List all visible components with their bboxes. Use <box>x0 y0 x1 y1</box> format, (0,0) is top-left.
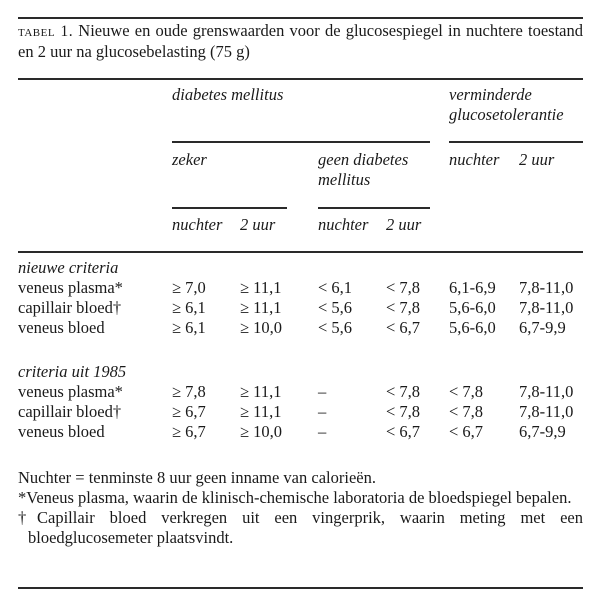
table-cell: – <box>318 422 327 441</box>
rule-zeker-span <box>172 207 287 209</box>
table-cell: ≥ 7,8 <box>172 382 206 401</box>
top-rule <box>18 17 583 19</box>
row-label: veneus bloed <box>18 422 105 441</box>
table-cell: < 7,8 <box>386 382 421 401</box>
header-geen-nuchter: nuchter <box>318 215 369 234</box>
header-geen-2uur: 2 uur <box>386 215 422 234</box>
header-geen-diabetes-mellitus: mellitus <box>318 170 371 189</box>
table-cell: ≥ 11,1 <box>240 278 282 297</box>
table-cell: < 5,6 <box>318 318 353 337</box>
header-zeker: zeker <box>172 150 207 169</box>
header-diabetes-mellitus: diabetes mellitus <box>172 85 284 104</box>
table-cell: < 5,6 <box>318 298 353 317</box>
footnote-capillair-bloed: †Capillair bloed verkregen uit een vingerprik, waarin meting met een bloedglucosemeter plaatsvindt. <box>18 508 583 547</box>
table-cell: < 6,7 <box>449 422 484 441</box>
header-bottom-rule <box>18 251 583 253</box>
bottom-rule <box>18 587 583 589</box>
header-vgt-nuchter: nuchter <box>449 150 500 169</box>
table-cell: < 7,8 <box>386 298 421 317</box>
table-cell: ≥ 6,1 <box>172 298 206 317</box>
table-cell: < 7,8 <box>449 402 484 421</box>
caption-label: tabel 1. <box>18 23 74 40</box>
rule-vgt-span <box>449 141 583 143</box>
table-cell: 6,7-9,9 <box>519 318 566 337</box>
table-cell: ≥ 11,1 <box>240 382 282 401</box>
section-title: nieuwe criteria <box>18 258 119 277</box>
row-label: veneus bloed <box>18 318 105 337</box>
rule-diabetes-span <box>172 141 430 143</box>
table-cell: 7,8-11,0 <box>519 278 574 297</box>
table-cell: ≥ 6,7 <box>172 402 206 421</box>
table-cell: ≥ 10,0 <box>240 422 283 441</box>
header-glucosetolerantie: glucosetolerantie <box>449 105 564 124</box>
footnotes <box>18 468 583 548</box>
section-title: criteria uit 1985 <box>18 362 127 381</box>
table-cell: – <box>318 382 327 401</box>
header-zeker-nuchter: nuchter <box>172 215 223 234</box>
footnote-veneus-plasma: *Veneus plasma, waarin de klinisch-chemische laboratoria de bloedspiegel bepalen. <box>18 488 572 507</box>
row-label: capillair bloed† <box>18 402 122 421</box>
table-cell: ≥ 11,1 <box>240 298 282 317</box>
row-label: capillair bloed† <box>18 298 122 317</box>
table-cell: < 6,7 <box>386 422 421 441</box>
table-cell: 7,8-11,0 <box>519 382 574 401</box>
row-label: veneus plasma* <box>18 382 123 401</box>
table-cell: < 7,8 <box>386 278 421 297</box>
table-cell: ≥ 11,1 <box>240 402 282 421</box>
caption-text: Nieuwe en oude grenswaarden voor de glucosespiegel in nuchtere toestand en 2 uur na glucosebelasting (75 g) <box>18 21 583 61</box>
footnote-nuchter: Nuchter = tenminste 8 uur geen inname van calorieën. <box>18 468 376 487</box>
table-caption <box>18 21 583 62</box>
table-cell: ≥ 10,0 <box>240 318 283 337</box>
row-label: veneus plasma* <box>18 278 123 297</box>
table-cell: 6,1-6,9 <box>449 278 496 297</box>
table-cell: ≥ 6,1 <box>172 318 206 337</box>
rule-geen-span <box>318 207 430 209</box>
table-cell: ≥ 6,7 <box>172 422 206 441</box>
table-cell: < 6,1 <box>318 278 353 297</box>
table-cell: ≥ 7,0 <box>172 278 206 297</box>
table-cell: < 6,7 <box>386 318 421 337</box>
caption-rule <box>18 78 583 80</box>
header-zeker-2uur: 2 uur <box>240 215 276 234</box>
table-cell: 7,8-11,0 <box>519 402 574 421</box>
table-cell: < 7,8 <box>449 382 484 401</box>
table-cell: 5,6-6,0 <box>449 298 496 317</box>
table-cell: 5,6-6,0 <box>449 318 496 337</box>
table-cell: 7,8-11,0 <box>519 298 574 317</box>
table-cell: 6,7-9,9 <box>519 422 566 441</box>
header-vgt-2uur: 2 uur <box>519 150 555 169</box>
header-geen-diabetes: geen diabetes <box>318 150 409 169</box>
header-verminderde: verminderde <box>449 85 532 104</box>
table-cell: < 7,8 <box>386 402 421 421</box>
table-cell: – <box>318 402 327 421</box>
